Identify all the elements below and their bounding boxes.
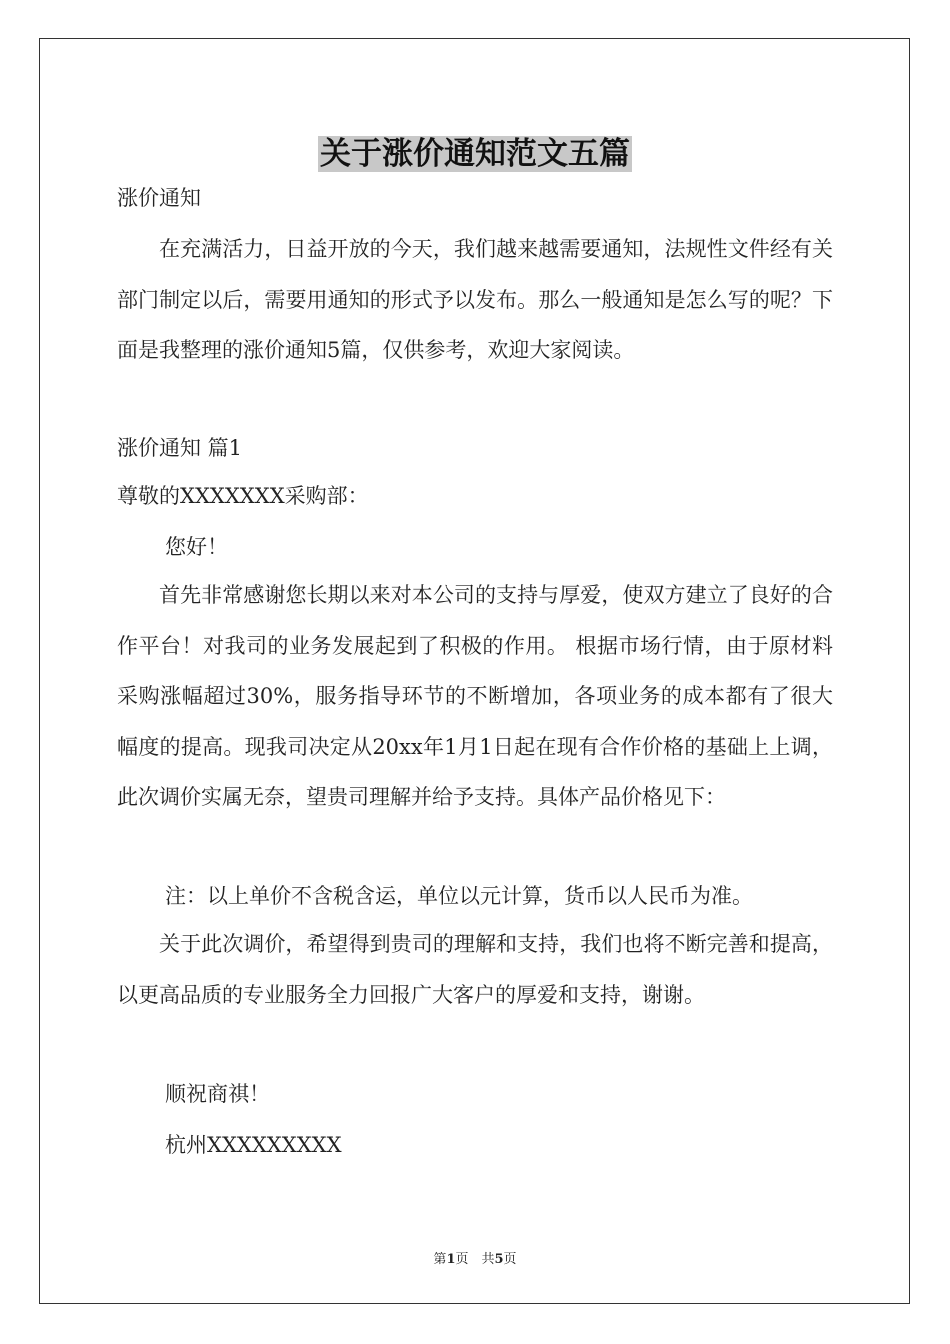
intro-paragraph: 在充满活力，日益开放的今天，我们越来越需要通知，法规性文件经有关部门制定以后，需要用通知的形式予以发布。那么一般通知是怎么写的呢？下面是我整理的涨价通知5篇，仅供参考，欢迎大家阅读。: [117, 237, 833, 362]
body-paragraph-2: 关于此次调价，希望得到贵司的理解和支持，我们也将不断完善和提高，以更高品质的专业服务全力回报广大客户的厚爱和支持，谢谢。: [117, 932, 833, 1007]
page-current: 1: [446, 1252, 456, 1267]
subheading: 涨价通知: [117, 186, 201, 210]
greeting: 您好！: [165, 535, 228, 559]
closing: 顺祝商祺！: [165, 1082, 270, 1106]
page-total: 5: [494, 1252, 504, 1267]
page-footer: 第1页 共5页: [433, 1252, 517, 1267]
salutation: 尊敬的XXXXXXX采购部：: [117, 484, 369, 508]
signature: 杭州XXXXXXXXX: [165, 1133, 342, 1157]
document-title: 关于涨价通知范文五篇: [320, 136, 630, 172]
body-paragraph-1: 首先非常感谢您长期以来对本公司的支持与厚爱，使双方建立了良好的合作平台！对我司的业务发展起到了积极的作用。 根据市场行情，由于原材料采购涨幅超过30%，服务指导环节的不断增加，各项业务的成本都有了很大幅度的提高。现我司决定从20xx年1月1日起在现有合作价格的基础上上调，此次调价实属无奈，望贵司理解并给予支持。具体产品价格见下：: [117, 583, 833, 809]
note: 注：以上单价不含税含运，单位以元计算，货币以人民币为准。: [165, 884, 753, 908]
section-heading: 涨价通知 篇1: [117, 436, 243, 460]
